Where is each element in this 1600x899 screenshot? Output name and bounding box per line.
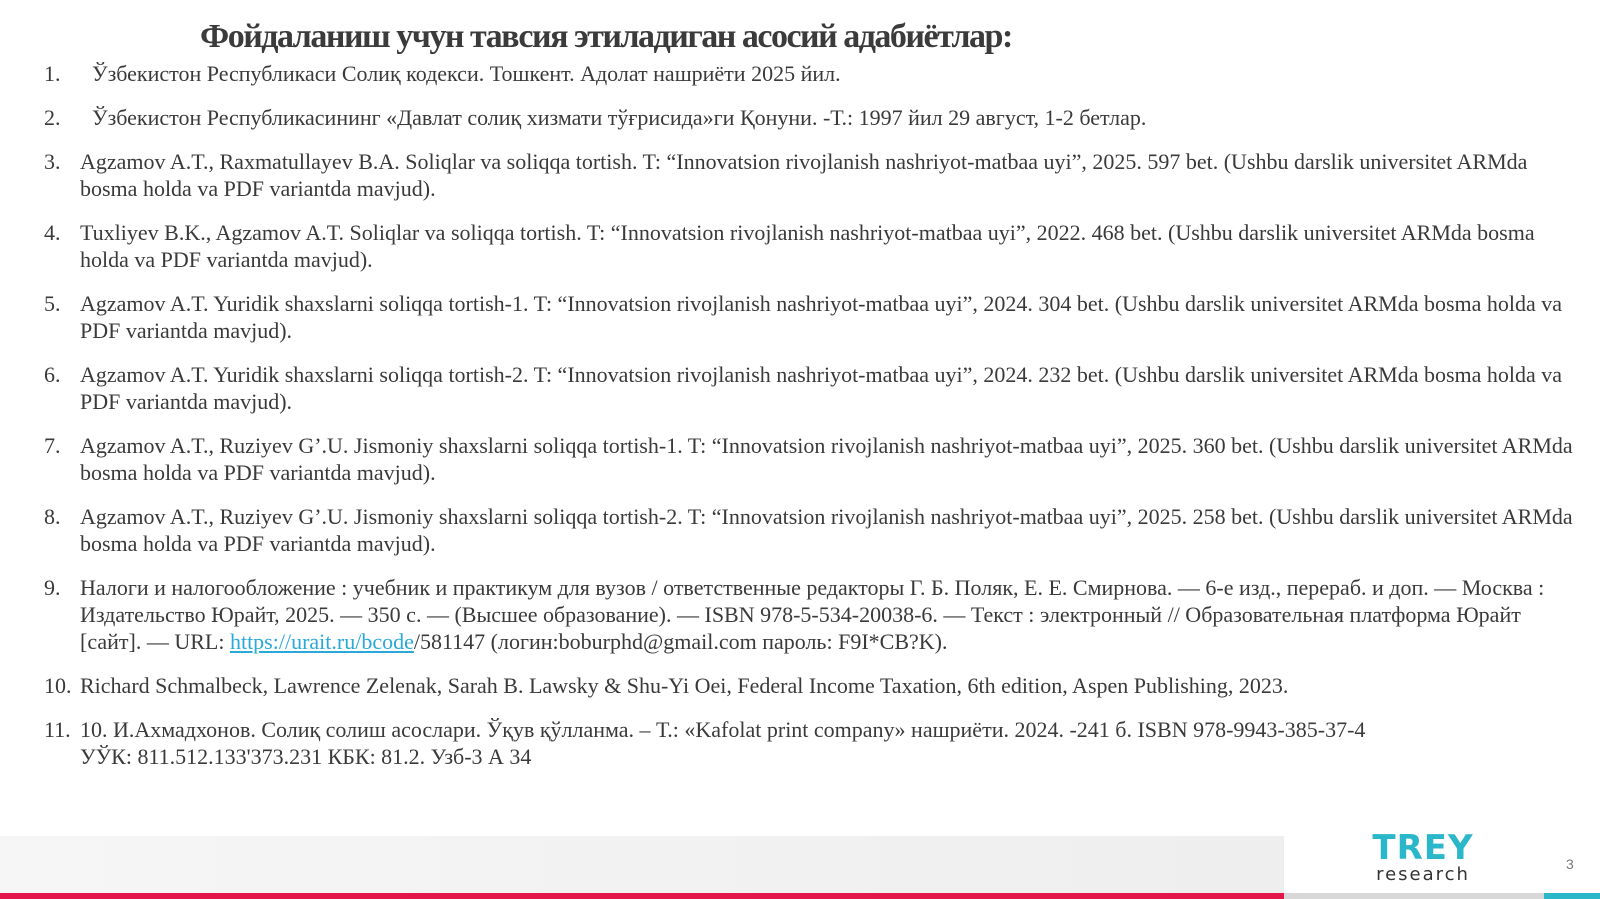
reference-item-8 (44, 503, 1580, 557)
reference-item-10 (44, 672, 1580, 699)
reference-number: 8. (44, 504, 61, 529)
reference-number: 6. (44, 362, 61, 387)
slide-title: Фойдаланиш учун тавсия этиладиган асосий адабиётлар: (200, 18, 1012, 55)
reference-item-5 (44, 290, 1580, 344)
reference-text: Agzamov A.T., Ruziyev G’.U. Jismoniy shaxslarni soliqqa tortish-2. T: “Innovatsion rivojlanish nashriyot-matbaa uyi”, 2025. 258 bet. (Ushbu darslik universitet ARMda bosma holda va PDF variantda mavjud). (80, 504, 1573, 556)
footer-cyan-bar (1544, 893, 1600, 899)
reference-item-4 (44, 219, 1580, 273)
reference-item-6 (44, 361, 1580, 415)
reference-text: Tuxliyev B.K., Agzamov A.T. Soliqlar va soliqqa tortish. T: “Innovatsion rivojlanish nashriyot-matbaa uyi”, 2022. 468 bet. (Ushbu darslik universitet ARMda bosma holda va PDF variantda mavjud). (80, 220, 1535, 272)
reference-text (80, 716, 1580, 770)
reference-number: 11. (44, 717, 71, 742)
urait-link[interactable]: https://urait.ru/bcode (229, 629, 414, 654)
footer-gray-bar (1284, 893, 1544, 899)
reference-number: 9. (44, 575, 61, 600)
footer-red-bar (0, 893, 1284, 899)
reference-item-2 (44, 104, 1580, 131)
reference-text (80, 574, 1580, 655)
reference-number: 7. (44, 433, 61, 458)
reference-text: Agzamov A.T. Yuridik shaxslarni soliqqa tortish-1. T: “Innovatsion rivojlanish nashriyot-matbaa uyi”, 2024. 304 bet. (Ushbu darslik universitet ARMda bosma holda va PDF variantda mavjud). (80, 291, 1563, 343)
reference-text: Agzamov A.T., Raxmatullayev B.A. Soliqlar va soliqqa tortish. T: “Innovatsion rivojlanish nashriyot-matbaa uyi”, 2025. 597 bet. (Ushbu darslik universitet ARMda bosma holda va PDF variantda mavjud). (80, 149, 1528, 201)
reference-text-line1: 10. И.Ахмадхонов. Солиқ солиш асослари. Ўқув қўлланма. – Т.: «Kafolat print company» нашриёти. 2024. -241 б. ISBN 978-9943-385-37-4 (80, 717, 1366, 742)
trey-research-logo (1368, 830, 1478, 884)
reference-item-11 (44, 716, 1580, 770)
reference-number: 1. (44, 61, 61, 86)
reference-text: Ўзбекистон Республикасининг «Давлат солиқ хизмати тўғрисида»ги Қонуни. -Т.: 1997 йил 29 август, 1-2 бетлар. (92, 105, 1147, 130)
reference-item-9 (44, 574, 1580, 655)
reference-text-line2: УЎК: 811.512.133'373.231 КБК: 81.2. Узб-3 А 34 (80, 744, 532, 769)
reference-text: Agzamov A.T. Yuridik shaxslarni soliqqa tortish-2. T: “Innovatsion rivojlanish nashriyot-matbaa uyi”, 2024. 232 bet. (Ushbu darslik universitet ARMda bosma holda va PDF variantda mavjud). (80, 362, 1563, 414)
reference-number: 5. (44, 291, 61, 316)
reference-number: 10. (44, 673, 72, 698)
logo-wordmark: TREY (1372, 828, 1474, 868)
reference-item-3 (44, 148, 1580, 202)
reference-item-1 (44, 60, 1580, 87)
reference-text: Richard Schmalbeck, Lawrence Zelenak, Sarah B. Lawsky & Shu-Yi Oei, Federal Income Taxation, 6th edition, Aspen Publishing, 2023. (80, 673, 1289, 698)
reference-text-after: /581147 (логин:boburphd@gmail.com пароль: F9I*CB?K). (413, 629, 948, 654)
reference-text-before: Налоги и налогообложение : учебник и практикум для вузов / ответственные редакторы Г. Б. Поляк, Е. Е. Смирнова. — 6-е изд., перераб. и доп. — Москва : Издательство Юрайт, 2025. — 350 с. — (Высшее образование). — ISBN 978-5-534-20038-6. — Текст : электронный // Образовательная платформа Юрайт [сайт]. — URL: (80, 575, 1545, 654)
reference-item-7 (44, 432, 1580, 486)
logo-subtitle: research (1376, 864, 1470, 885)
footer-band (0, 836, 1284, 893)
reference-list (44, 60, 1580, 787)
page-number: 3 (1566, 856, 1574, 872)
reference-text: Ўзбекистон Республикаси Солиқ кодекси. Тошкент. Адолат нашриёти 2025 йил. (92, 61, 841, 86)
reference-text: Agzamov A.T., Ruziyev G’.U. Jismoniy shaxslarni soliqqa tortish-1. T: “Innovatsion rivojlanish nashriyot-matbaa uyi”, 2025. 360 bet. (Ushbu darslik universitet ARMda bosma holda va PDF variantda mavjud). (80, 433, 1573, 485)
reference-number: 4. (44, 220, 61, 245)
reference-number: 3. (44, 149, 61, 174)
reference-number: 2. (44, 105, 61, 130)
